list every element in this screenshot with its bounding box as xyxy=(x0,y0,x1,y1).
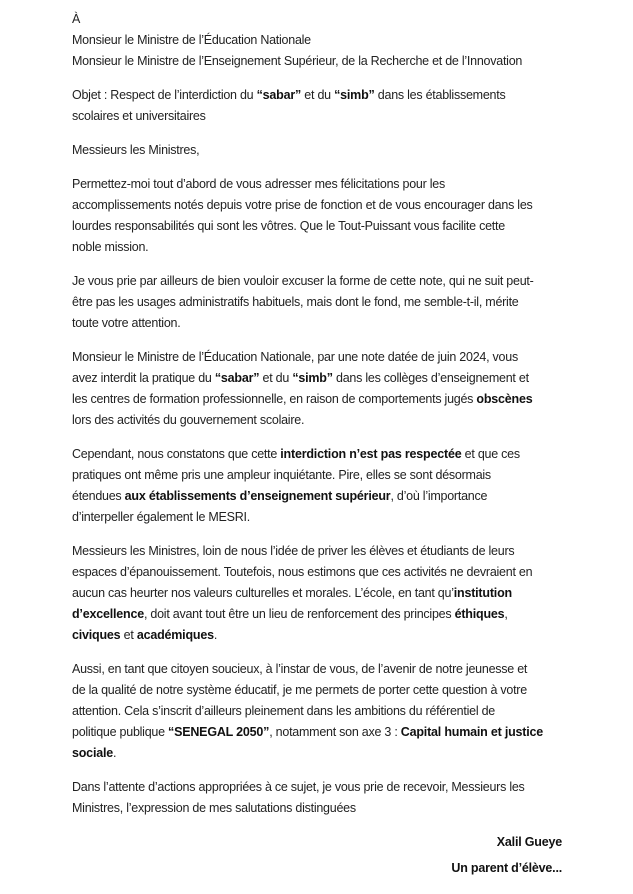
text-run: Dans l’attente d’actions appropriées à ce sujet, je vous prie de recevoir, Messieurs les xyxy=(72,780,525,794)
text-run: , xyxy=(504,607,508,621)
letter-line xyxy=(72,237,562,258)
letter-line xyxy=(72,659,562,680)
text-run: , doit avant tout être un lieu de renforcement des principes xyxy=(143,607,455,621)
text-run: . xyxy=(213,628,218,642)
letter-line xyxy=(72,562,562,583)
letter-line xyxy=(72,625,562,646)
subject-paragraph xyxy=(72,85,562,127)
signature-name xyxy=(72,832,562,853)
text-run: et du xyxy=(259,371,293,385)
bold-text-run: civiques xyxy=(72,628,121,642)
bold-text-run: “simb” xyxy=(292,371,333,385)
text-run: et xyxy=(120,628,137,642)
text-run: accomplissements notés depuis votre prise de fonction et de vous encourager dans les xyxy=(72,198,533,212)
bold-text-run: “sabar” xyxy=(256,88,302,102)
letter-line xyxy=(72,9,562,30)
text-run: les centres de formation professionnelle, en raison de comportements jugés xyxy=(72,392,477,406)
letter-line xyxy=(72,313,562,334)
signature-role xyxy=(72,858,562,879)
letter-line xyxy=(72,195,562,216)
paragraph-felicitations xyxy=(72,174,562,258)
text-run: scolaires et universitaires xyxy=(72,109,206,123)
bold-text-run: sociale xyxy=(72,746,113,760)
text-run: Ministres, l’expression de mes salutations distinguées xyxy=(72,801,356,815)
letter-line xyxy=(72,680,562,701)
letter-line xyxy=(72,174,562,195)
text-run: dans les collèges d’enseignement et xyxy=(332,371,529,385)
letter-line xyxy=(72,777,562,798)
bold-text-run: d’excellence xyxy=(72,607,144,621)
bold-text-run: interdiction n’est pas respectée xyxy=(280,447,462,461)
salutation xyxy=(72,140,562,161)
bold-text-run: Un parent d’élève... xyxy=(451,861,562,875)
bold-text-run: éthiques xyxy=(454,607,505,621)
text-run: Messieurs les Ministres, loin de nous l’idée de priver les élèves et étudiants de leurs xyxy=(72,544,515,558)
letter-line xyxy=(72,368,562,389)
letter-line xyxy=(72,507,562,528)
bold-text-run: “simb” xyxy=(334,88,375,102)
text-run: dans les établissements xyxy=(374,88,506,102)
bold-text-run: “sabar” xyxy=(214,371,260,385)
letter-line xyxy=(72,444,562,465)
text-run: , d’où l’importance xyxy=(390,489,488,503)
letter-line xyxy=(72,389,562,410)
text-run: , notamment son axe 3 : xyxy=(269,725,401,739)
letter-line xyxy=(72,410,562,431)
text-run: étendues xyxy=(72,489,125,503)
text-run: Messieurs les Ministres, xyxy=(72,143,200,157)
letter-line xyxy=(72,722,562,743)
letter-line xyxy=(72,583,562,604)
text-run: avez interdit la pratique du xyxy=(72,371,215,385)
letter-line xyxy=(72,51,562,72)
text-run: et du xyxy=(301,88,335,102)
bold-text-run: Xalil Gueye xyxy=(496,835,562,849)
text-run: Je vous prie par ailleurs de bien vouloir excuser la forme de cette note, qui ne suit peut- xyxy=(72,274,534,288)
text-run: lors des activités du gouvernement scolaire. xyxy=(72,413,305,427)
letter-line xyxy=(72,858,562,879)
letter-line xyxy=(72,832,562,853)
bold-text-run: institution xyxy=(453,586,512,600)
text-run: À xyxy=(72,12,81,26)
bold-text-run: académiques xyxy=(136,628,214,642)
letter-line xyxy=(72,347,562,368)
bold-text-run: Capital humain et justice xyxy=(400,725,544,739)
letter-line xyxy=(72,85,562,106)
text-run: espaces d’épanouissement. Toutefois, nous estimons que ces activités ne devraient en xyxy=(72,565,533,579)
text-run: Permettez-moi tout d’abord de vous adresser mes félicitations pour les xyxy=(72,177,445,191)
text-run: Monsieur le Ministre de l’Enseignement Supérieur, de la Recherche et de l’Innovation xyxy=(72,54,523,68)
text-run: Cependant, nous constatons que cette xyxy=(72,447,281,461)
text-run: de la qualité de notre système éducatif, je me permets de porter cette question à votre xyxy=(72,683,527,697)
paragraph-senegal-2050 xyxy=(72,659,562,764)
text-run: Aussi, en tant que citoyen soucieux, à l’instar de vous, de l’avenir de notre jeunesse et xyxy=(72,662,528,676)
text-run: d’interpeller également le MESRI. xyxy=(72,510,250,524)
letter-line xyxy=(72,798,562,819)
recipient-block xyxy=(72,9,562,72)
letter-line xyxy=(72,106,562,127)
letter-line xyxy=(72,30,562,51)
text-run: être pas les usages administratifs habituels, mais dont le fond, me semble-t-il, mérite xyxy=(72,295,519,309)
text-run: noble mission. xyxy=(72,240,149,254)
bold-text-run: “SENEGAL 2050” xyxy=(168,725,270,739)
paragraph-valeurs xyxy=(72,541,562,646)
letter-line xyxy=(72,701,562,722)
text-run: . xyxy=(113,746,117,760)
text-run: attention. Cela s’inscrit d’ailleurs pleinement dans les ambitions du référentiel de xyxy=(72,704,495,718)
letter-line xyxy=(72,486,562,507)
text-run: Objet : Respect de l’interdiction du xyxy=(72,88,257,102)
paragraph-constat xyxy=(72,444,562,528)
text-run: politique publique xyxy=(72,725,169,739)
letter-line xyxy=(72,465,562,486)
letter-line xyxy=(72,271,562,292)
letter-line xyxy=(72,292,562,313)
letter-line xyxy=(72,140,562,161)
letter-line xyxy=(72,541,562,562)
letter-line xyxy=(72,216,562,237)
bold-text-run: aux établissements d’enseignement supérieur xyxy=(124,489,391,503)
paragraph-note-juin-2024 xyxy=(72,347,562,431)
letter-line xyxy=(72,743,562,764)
text-run: Monsieur le Ministre de l’Éducation Nationale, par une note datée de juin 2024, vous xyxy=(72,350,518,364)
text-run: toute votre attention. xyxy=(72,316,181,330)
paragraph-conclusion xyxy=(72,777,562,819)
text-run: pratiques ont même pris une ampleur inquiétante. Pire, elles se sont désormais xyxy=(72,468,491,482)
text-run: lourdes responsabilités qui sont les vôtres. Que le Tout-Puissant vous facilite cette xyxy=(72,219,505,233)
text-run: et que ces xyxy=(461,447,520,461)
letter-line xyxy=(72,604,562,625)
bold-text-run: obscènes xyxy=(476,392,533,406)
text-run: aucun cas heurter nos valeurs culturelles et morales. L’école, en tant qu’ xyxy=(72,586,454,600)
paragraph-excuses xyxy=(72,271,562,334)
text-run: Monsieur le Ministre de l’Éducation Nationale xyxy=(72,33,311,47)
